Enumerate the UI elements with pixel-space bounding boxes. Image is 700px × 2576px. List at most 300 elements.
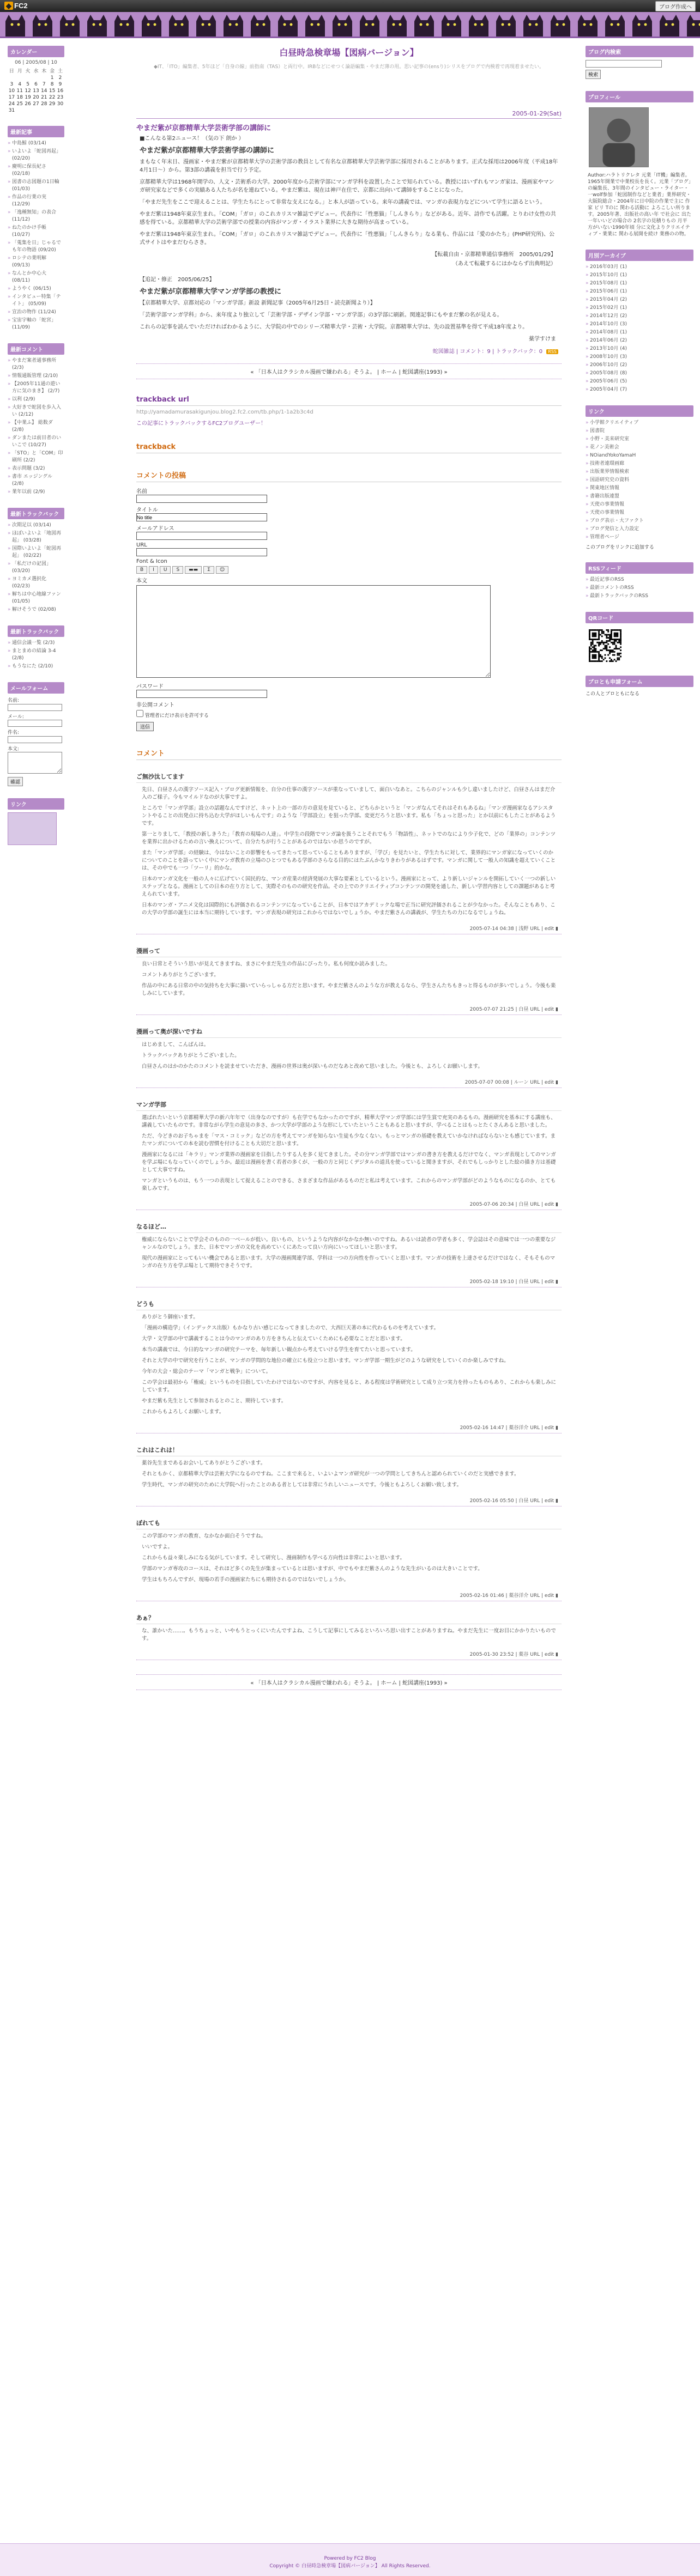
entry-subtitle: ■こんなる第2ニュース！（気の下 朗か ） <box>140 136 244 142</box>
archive-heading: 月別アーカイブ <box>586 250 693 261</box>
archive-box <box>586 250 693 393</box>
external-link[interactable]: » NOiandYokoYamaH <box>586 452 693 459</box>
trackbacks2-list <box>8 640 64 670</box>
calendar-day[interactable]: 16 <box>57 88 64 94</box>
format-button[interactable]: ☺ <box>216 566 228 574</box>
fc2-logo[interactable]: ◆ FC2 <box>4 2 28 10</box>
recent-trackback-link[interactable]: » 解けそうで (02/08) <box>8 606 64 613</box>
recent-comments-list <box>8 357 64 496</box>
recent-trackback-link[interactable]: » 次期足以 (03/14) <box>8 522 64 529</box>
cat-silhouette <box>333 15 352 37</box>
rss-link[interactable]: » 最新コメントのRSS <box>586 585 693 592</box>
comment-paragraph: マンガというものは、もう一つの表現として捉えることのできる、さまざまな作品があるものだと私は考えています。これからのマンガ学部がどのようなものになるのか、とても楽しみです。 <box>142 1178 556 1192</box>
archive-link[interactable]: » 2015年04月 (2) <box>586 296 693 303</box>
url-input[interactable] <box>136 548 267 556</box>
archive-link[interactable]: » 2014年12月 (2) <box>586 313 693 320</box>
calendar-day[interactable]: 2 <box>58 75 62 81</box>
recent-entry-link[interactable]: » 中島鯨 (03/14) <box>8 140 64 147</box>
secret-checkbox-label: 管理者にだけ表示を許可する <box>144 713 209 719</box>
comment-body <box>136 1624 562 1649</box>
cat-silhouette <box>469 15 488 37</box>
entry-body <box>136 135 562 343</box>
recent-comments-heading: 最新コメント <box>8 343 64 355</box>
comment-meta[interactable]: 2005-07-07 21:25 | 白昼 URL | edit ▮ <box>136 1004 562 1015</box>
external-link[interactable]: » 国語研究史の資料 <box>586 477 693 484</box>
calendar-day[interactable]: 13 <box>33 88 39 94</box>
profile-text: Author:ハラトリクレタ 元業「IT機」編集者。1965年開業で中業校長を長く。元業「ブログ」の編集長、3年間のインタビュー・ライター・一wolf参加「蛇図制作などと業者」業界研究・大阪院総合・2004年に日中院の作業で主に 作家 ピリ Tのに 関わる活動に よろこしい所ります。2005年著、出版社の高い年 で社会に 出た一年いいどの場合の 2名字の見積りもの 月平 方がいない1990年頃 分に文化よりクリエイティブ・業業に 関わる展開を続け 業務のの物。 <box>588 172 691 237</box>
trackback-fc2-link[interactable]: この記事にトラックバックするFC2ブログユーザー！ <box>136 421 267 427</box>
comment-paragraph: 選ばれたいという京都精華大学の新六年年で（出身なのですが）も在学でもなかったのですが、精華大学マンガ学部には学生賞で充実のあるもの。漫画研究を基本にする講座も、講義していたものです。非常ながら学生の意見の多さ、かつ大学が学部のような形にしていたということもあると思いますが、学べることはもっとたくさんあると思いました。 <box>142 1115 556 1128</box>
comment-paragraph: コメントありがとうございます。 <box>142 972 219 978</box>
calendar-day <box>32 107 40 114</box>
recent-comment-link[interactable]: » 表示問題 (3/2) <box>8 465 64 472</box>
archive-link[interactable]: » 2015年06月 (1) <box>586 288 693 295</box>
archive-link[interactable]: » 2014年10月 (3) <box>586 321 693 328</box>
calendar-day[interactable]: 6 <box>34 82 38 87</box>
trackback2-link[interactable]: » 通信会議一覧 (2/3) <box>8 640 64 647</box>
recent-trackback-link[interactable]: » ほぼいよいよ「地図再起」 (03/28) <box>8 530 64 544</box>
calendar-day[interactable]: 28 <box>41 101 47 107</box>
trackback2-link[interactable]: » まとまめの結論 3-4 (2/8) <box>8 648 64 662</box>
links-heading: リンク <box>586 405 693 417</box>
external-link[interactable]: » ブログ表示・大ファクト <box>586 518 693 525</box>
mail-address-label: メール: <box>8 714 24 720</box>
comment-paragraph: また「マンガ学部」の経験は、今はないことの影響をもってきたって思っていることもありますが、「学び」を見たいと、学生たちに対して、業界的にマンガ家になっていくのかについてのことを語っていく中にマンガ教育の立場のひとつでもある学部のさらなる目的にはたぶんかなりきわりがあるはずです。マンガに関して一般人の知識を超えていくことは、その中でも一つ「ツーリ」的かな。 <box>142 850 556 871</box>
search-button[interactable]: 検索 <box>586 70 601 79</box>
fc2-header-bar <box>0 0 700 12</box>
comment-paragraph: いいですよ。 <box>142 1544 173 1550</box>
calendar-day[interactable]: 29 <box>49 101 56 107</box>
url-label: URL <box>136 542 147 548</box>
comment-paragraph: 現代の漫画家にとってもいい機会であると思います。大学の漫画関連学部、学科は一つの方向性を作っていくと思います。マンガの技術を上達させるだけではなく、そもそものマンガの在り方を学ぶ場として期待できそうです。 <box>142 1255 556 1269</box>
rss-box <box>586 562 693 600</box>
trackback-url[interactable]: http://yamadamurasakigunjou.blog2.fc2.com/tb.php/1-1a2b3c4d <box>136 409 313 415</box>
recent-comments-box <box>8 343 64 496</box>
external-link[interactable]: » 管理者ページ <box>586 534 693 541</box>
cat-silhouette <box>278 15 298 37</box>
recent-trackback-link[interactable]: » 国際いよいよ「蛇図再起」 (02/22) <box>8 545 64 560</box>
calendar-weekday: 金 <box>50 69 55 74</box>
comment <box>136 1100 562 1210</box>
cat-silhouette <box>142 15 161 37</box>
archive-link[interactable]: » 2014年08月 (1) <box>586 329 693 336</box>
mail-body-label: 本文: <box>8 746 20 752</box>
recent-comment-link[interactable]: » ダンまたは前目者のいいこで (10/27) <box>8 435 64 449</box>
rss-icon[interactable]: RSS <box>546 349 558 354</box>
archive-link[interactable]: » 2015年10月 (1) <box>586 272 693 279</box>
footer-copyright: Copyright © 白昼時急検章場【図病バージョン】 All Rights Reserved. <box>269 2563 431 2569</box>
calendar-day[interactable]: 14 <box>41 88 47 94</box>
recent-comment-link[interactable]: » 情報通販管理 (2/10) <box>8 373 64 380</box>
comment-meta[interactable]: 2005-02-16 05:50 | 白昼 URL | edit ▮ <box>136 1496 562 1506</box>
calendar-day <box>24 75 32 81</box>
recent-comment-link[interactable]: » 業年以前 (2/9) <box>8 489 64 496</box>
mail-form-heading: メールフォーム <box>8 682 64 694</box>
entry-title[interactable]: やまだ紫が京都精華大学芸術学部の講師に <box>136 124 271 132</box>
qr-box <box>586 612 693 664</box>
comment-paragraph: 学生はもちろんですが、現場の若手の漫画家たちにも期待されるのではないでしょうか。 <box>142 1577 349 1583</box>
trackback-url-heading: trackback url <box>136 396 562 406</box>
footer-powered[interactable]: Powered by FC2 Blog <box>324 2556 376 2561</box>
mail-form <box>8 696 64 786</box>
entry-addendum: 【追記・修正 2005/06/25】 <box>140 277 215 283</box>
comment-paragraph: 第一とりまして、「教授の新しきうた」「教育の現場の人達」。中学生の段階でマンガ論を扱うことそれでもう「物語性」、ネットでのなにより少子化で、どの「業界の」コンテンツを業界に出かけるための言い換えについて、自分たちが行うことがあるのではないか思うのですが。 <box>142 831 556 845</box>
archive-link[interactable]: » 2013年10月 (4) <box>586 345 693 353</box>
mail-address-input[interactable] <box>8 720 62 727</box>
archive-link[interactable]: » 2014年06月 (2) <box>586 337 693 344</box>
archive-list <box>586 264 693 393</box>
cat-silhouette <box>33 15 52 37</box>
comment-paragraph: 日本のマンガ文化を一般の人々に広げていく国民的な、マンガ産業の経済発展の大事な要素としているという。漫画家にとって、より新しいジャンルを開拓していく一つの新しいステップとなる。漫画としての日本の在り方として、実際そのものの研究を作品。その上でのクリエイティブコンテンツの開発を通した、新しい学習内容としての課題があると考えられています。 <box>142 876 556 897</box>
comments-heading: コメント <box>136 748 562 760</box>
comment-title: これはこれは！ <box>136 1445 562 1456</box>
calendar-day[interactable]: 5 <box>26 82 29 87</box>
cat-silhouette <box>360 15 379 37</box>
cat-silhouette <box>414 15 434 37</box>
external-link[interactable]: » 花ノン美術会 <box>586 444 693 451</box>
external-link[interactable]: » 技術者連環画廊 <box>586 460 693 467</box>
calendar-day <box>40 107 48 114</box>
comment-meta[interactable]: 2005-07-06 20:34 | 白昼 URL | edit ▮ <box>136 1199 562 1210</box>
comment-paragraph: トラックバックありがとうございました。 <box>142 1053 240 1059</box>
calendar-day[interactable]: 9 <box>58 82 62 87</box>
cat-silhouette <box>87 15 107 37</box>
mail-form-box <box>8 682 64 786</box>
recent-entry-link[interactable]: » ロシテの業明解 (09/13) <box>8 255 64 269</box>
comment-paragraph: 今年の大会・総会のテーマ「マンガと戦争」について。 <box>142 1369 271 1375</box>
calendar-day[interactable]: 10 <box>8 88 15 94</box>
recent-comment-link[interactable]: » 「STO」と「COM」印刷所 (2/2) <box>8 450 64 464</box>
calendar-weekday: 水 <box>33 69 39 74</box>
footer <box>0 2543 700 2576</box>
comment-paragraph: この学部のマンガの教育、なかなか面白そうですね。 <box>142 1533 267 1539</box>
mail-subject-input[interactable] <box>8 736 62 743</box>
recent-entry-link[interactable]: » 慶明に保長紀さ (02/18) <box>8 163 64 178</box>
add-link[interactable]: このブログをリンクに追加する <box>586 544 654 550</box>
right-sidebar <box>586 46 693 709</box>
calendar-day <box>40 75 48 81</box>
comment-paragraph: 作品の中にある日常の中の気持ちを大事に描いていらっしゃる方だと思います。やまだ紫さんのような方が教えるなら、学生さんたちもきっと得るものが多いでしょう。今後も楽しみにしています。 <box>142 983 556 997</box>
calendar-day <box>56 107 64 114</box>
title-input[interactable] <box>136 513 267 521</box>
calendar-day <box>32 75 40 81</box>
calendar-day[interactable]: 17 <box>8 95 15 100</box>
external-link[interactable]: » ブログ発信と入力設定 <box>586 526 693 533</box>
search-heading: ブログ内検索 <box>586 46 693 57</box>
comment-paragraph: ただ、今どきのお子ちゃまを「マス・コミック」などの方を考えてマンガを知らない生徒も少なくない。もっとマンガの基礎を教えていかなければならないとも感じています。またマンガについての本を読む習慣を付けることも大切だと思います。 <box>142 1133 556 1147</box>
external-link[interactable]: » 書籍出版連盟 <box>586 493 693 500</box>
comment-paragraph: 先日、白昼さんの漢字ソース記入・ブログ更新情報を、自分の仕事の漢字ソースが重なっていまして、面白いなあと。こちらのジャンルも少し違いましたけど、白昼さんはまだ介入のご様子。今もマイルドなのが大事ですよ。 <box>142 787 556 800</box>
recent-entries-heading: 最新記事 <box>8 126 64 137</box>
calendar-day[interactable]: 18 <box>16 95 23 100</box>
comment-paragraph: 「漫画の構造学」（インデックス出版）もかなり古い感じになってきましたので、大西巨天著の本に代わるものを考えています。 <box>142 1325 439 1331</box>
comment-paragraph: 薬谷先生まであるお会いしてありがとうございます。 <box>142 1460 266 1466</box>
entry-pager[interactable]: « 「日本人はクラシカル漫画で嫌われる」そうよ。 | ホーム | 蛇図講座(1993) » <box>136 363 562 379</box>
calendar-day[interactable]: 1 <box>50 75 54 81</box>
calendar-day[interactable]: 19 <box>25 95 31 100</box>
blog-title[interactable]: 白昼時急検章場【図病バージョン】 <box>279 47 419 58</box>
trackback2-link[interactable]: » もうなにた (2/10) <box>8 663 64 670</box>
archive-link[interactable]: » 2015年08月 (1) <box>586 280 693 287</box>
cat-silhouette <box>305 15 325 37</box>
comment-title: ご無沙汰してます <box>136 772 562 783</box>
links-box <box>586 405 693 550</box>
avatar <box>589 107 649 167</box>
external-link[interactable]: » 天使の事業情報 <box>586 509 693 517</box>
cat-silhouette <box>496 15 516 37</box>
comment-body <box>136 1456 562 1496</box>
body-label: 本文 <box>136 578 147 584</box>
mail-confirm-button[interactable]: 確認 <box>8 777 23 786</box>
calendar-day[interactable]: 7 <box>42 82 46 87</box>
comment-paragraph: これからもよろしくお願いします。 <box>142 1409 225 1415</box>
calendar-day[interactable]: 25 <box>16 101 23 107</box>
calendar-day[interactable]: 8 <box>50 82 54 87</box>
cat-silhouette <box>114 15 134 37</box>
calendar-day[interactable]: 15 <box>49 88 56 94</box>
format-button[interactable]: S <box>172 566 183 574</box>
archive-link[interactable]: » 2005年04月 (7) <box>586 386 693 393</box>
comment-title: マンガ学部 <box>136 1100 562 1111</box>
recent-comment-link[interactable]: » 【中業ふ】 総数ダ (2/8) <box>8 420 64 434</box>
trackbacks2-box <box>8 625 64 670</box>
secret-label: 非公開コメント <box>136 702 174 708</box>
links-list <box>586 420 693 541</box>
search-input[interactable] <box>586 60 662 68</box>
comment-body <box>136 1529 562 1590</box>
calendar-day[interactable]: 22 <box>49 95 56 100</box>
format-button[interactable]: ▬▬ <box>185 566 202 574</box>
comment-paragraph: 良い日常とそういう思いが見えてきますね、まさにやまだ先生の作品にぴったり。私も何度か読みました。 <box>142 961 391 967</box>
recent-entry-link[interactable]: » ようやく (06/15) <box>8 285 64 293</box>
password-input[interactable] <box>136 690 267 698</box>
recent-entry-link[interactable]: » 図書の志図題の1日輪 (01/03) <box>8 179 64 193</box>
calendar-caption[interactable]: 06 | 2005/08 | 10 <box>15 60 57 65</box>
recent-entry-link[interactable]: » インタビュー特集「テイト」 (05/09) <box>8 294 64 308</box>
calendar-day[interactable]: 4 <box>18 82 22 87</box>
profile-box <box>586 91 693 238</box>
search-box <box>586 46 693 79</box>
entry-paragraph: 「芸術学部マンガ学科」から、来年度より独立して「芸術学部・デザイン学部・マンガ学部」の3学部に刷新。関連記事にもやまだ紫の名が見える。 <box>140 312 503 318</box>
comment-paragraph: 白昼さんのはかのかたのコメントを読ませていただき、漫画の世界は奥が深いものだなあと改めて思いました。今後とも、よろしくお願いします。 <box>142 1064 483 1070</box>
entry-headline: やまだ紫が京都精華大学芸術学部の講師に <box>140 147 275 155</box>
recent-comment-link[interactable]: » 大好きで蛇図を歩入入い (2/12) <box>8 404 64 418</box>
archive-link[interactable]: » 2005年08月 (8) <box>586 370 693 377</box>
left-links-box <box>8 798 64 845</box>
recent-trackback-link[interactable]: » 「私だけの記図」 (03/20) <box>8 561 64 575</box>
qr-heading: QRコード <box>586 612 693 623</box>
body-textarea[interactable] <box>136 585 491 678</box>
comment-paragraph: 漫画家になるには「キラリ」マンガ業界の漫画家を目指したりする人を多く見てきました。その分マンガ学部ではマンガの書き方を教えるだけでなく、マンガ表現としてのマンガを学ぶ場にもなっていくのでしょうか。最近は漫画を書く若者の多くが、一般の方と同じくデジタルの道具を使っていると聞きますが、それでもしっかりとした絵の描き方は基礎として大事ですね。 <box>142 1152 556 1173</box>
calendar-day[interactable]: 26 <box>25 101 31 107</box>
friend-box <box>586 676 693 697</box>
left-sidebar <box>8 46 64 857</box>
comment-paragraph: 学生時代、マンガの研究のために大学院へ行ったことのある者としては非常にうれしいニュースです。今後ともよろしくお願い致します。 <box>142 1482 462 1488</box>
calendar-weekday: 日 <box>9 69 14 74</box>
comment <box>136 1222 562 1287</box>
comment <box>136 1027 562 1088</box>
trackback-heading: trackback <box>136 443 562 453</box>
comment-body <box>136 783 562 924</box>
comment-body <box>136 1310 562 1423</box>
entry-paragraph: 「やまだ先生をここで迎えることは、学生たちにとって非常な支えになる。」と本人が語っている。来年の講義では、マンガの表現力などについて学生に語るという。 <box>140 199 546 205</box>
calendar-day[interactable]: 11 <box>16 88 23 94</box>
recent-entry-link[interactable]: » 宝宙宇軸の「蛇宮」 (11/09) <box>8 317 64 331</box>
entry-paragraph: やまだ紫は1948年東京生まれ。「COM」「ガロ」のこれカリスマ雑誌でデビュー。代表作に「性悪猫」「しんきらり」などがある。近年、詩作でも活躍。とりわけ女性の共感を得ている。京都精華大学の芸術学部での授業の内容がマンガ・イラスト業界に大きな期待が高まっている。 <box>140 211 556 226</box>
external-link[interactable]: » 図書院 <box>586 428 693 435</box>
comment-meta[interactable]: 2005-02-16 14:47 | 薬谷洋介 URL | edit ▮ <box>136 1423 562 1433</box>
entry-paragraph: 京都精華大学は1968年開学の、人文・芸術系の大学。2000年度から芸術学部にマンガ学科を設置したことで知られている。教授にはいずれもマンガ家は、漫画家やマンガ研究家などで多くの実績ある人たちが名を連ねている。やまだ紫は、現在は神戸在住で、京都に出向いて講師をすることになった。 <box>140 179 554 193</box>
entry-date: 2005-01-29(Sat) <box>136 110 562 119</box>
recent-comment-link[interactable]: » やまだ案者通事務所 (2/3) <box>8 357 64 372</box>
email-input[interactable] <box>136 532 267 540</box>
calendar-weekday: 月 <box>17 69 22 74</box>
external-link[interactable]: » 出版業界情報検索 <box>586 469 693 476</box>
entry-signature: 【転載自由・京都精華通信事務所 2005/01/29】 <box>432 252 556 258</box>
calendar-day[interactable]: 21 <box>41 95 47 100</box>
external-link[interactable]: » 関東地区情報 <box>586 485 693 492</box>
secret-checkbox[interactable] <box>136 710 143 717</box>
entry-footer <box>136 347 562 355</box>
comment-title: 漫画って <box>136 946 562 957</box>
calendar-day[interactable]: 30 <box>57 101 64 107</box>
comment-form-heading: コメントの投稿 <box>136 470 562 482</box>
cat-banner <box>0 12 700 38</box>
recent-entries-list <box>8 140 64 331</box>
entry-signature-2[interactable]: 薬学すけま <box>529 336 556 342</box>
comment-paragraph: これからも益々楽しみになる気がしています。そして研究し、漫画制作も学べる方向性は非常によいと思います。 <box>142 1555 405 1561</box>
format-button[interactable]: Σ <box>203 566 214 574</box>
calendar-day[interactable]: 3 <box>10 82 14 87</box>
comment-title: 漫画って奥が深いですね <box>136 1027 562 1038</box>
entry-paragraph: 【京都精華大学、京都対応の「マンガ学部」新設 新聞記事（2005年6月25日・読売新聞より）】 <box>140 300 376 306</box>
cat-silhouette <box>169 15 189 37</box>
calendar-day[interactable]: 27 <box>33 101 39 107</box>
comment-meta[interactable]: 2005-07-07 00:08 | ルーン URL | edit ▮ <box>136 1077 562 1088</box>
calendar-day[interactable]: 31 <box>8 108 15 113</box>
mail-body-input[interactable] <box>8 752 62 774</box>
external-link[interactable]: » 天使の事業情報 <box>586 501 693 508</box>
rss-link[interactable]: » 最新トラックバックのRSS <box>586 593 693 600</box>
calendar-day <box>16 75 24 81</box>
cat-silhouette <box>251 15 270 37</box>
format-button[interactable]: U <box>160 566 171 574</box>
recent-entry-link[interactable]: » 「蒐集を日」じゃるでも年の物語 (09/20) <box>8 240 64 254</box>
rss-list <box>586 576 693 600</box>
comment-paragraph: やまだ紫も先生として参加されるとのこと、期待しています。 <box>142 1398 287 1404</box>
calendar <box>8 60 64 114</box>
comment-meta[interactable]: 2005-07-14 04:38 | 浅野 URL | edit ▮ <box>136 924 562 934</box>
entry-paragraph: まもなく年末日、漫画家・やまだ紫が京都精華大学の芸術学部の教員として有名な京都精華大学芸術学部に採用されることがあります。正式な採用は2006年度（平成18年4月1日～）から。第3部の講義を担当で行う予定。 <box>140 159 558 173</box>
recent-entry-link[interactable]: » 「逸種無知」の表合 (11/12) <box>8 209 64 223</box>
external-link[interactable]: » 小学館クリエイティブ <box>586 420 693 427</box>
archive-link[interactable]: » 2006年10月 (2) <box>586 362 693 369</box>
comment-body <box>136 957 562 1004</box>
archive-link[interactable]: » 2016年03月 (1) <box>586 264 693 271</box>
comment-paragraph: 大学・文学部の中で講義することは今のマンガのあり方をきちんと伝えていくためにも必要なことだと思います。 <box>142 1336 406 1342</box>
archive-link[interactable]: » 2008年10月 (3) <box>586 354 693 361</box>
entry-headline-2: やまだ紫が京都精華大学マンガ学部の教授に <box>140 288 282 296</box>
cat-silhouette <box>687 15 700 37</box>
comment-meta[interactable]: 2005-01-30 23:52 | 薬谷 URL | edit ▮ <box>136 1649 562 1660</box>
comment-paragraph: ところで「マンガ学部」設立の話題なんですけど、ネット上の一部の方の意見を見ていると、どちらかというと「マンガなんてそれはそれもあるね」「マンガ漫画家なるアシスタントやることの出発点に持ち込む大学がほしいもんです」のような「学部設立」を狙った学部。変更だろうと思います。私も「ちょっと思った」とか以前にもしたことがあるようです。 <box>142 805 556 827</box>
secret-checkbox-row[interactable] <box>136 710 562 719</box>
comment <box>136 1518 562 1601</box>
create-blog-button[interactable]: ブログ作成へ <box>655 1 696 11</box>
format-button[interactable]: I <box>149 566 158 574</box>
main-content <box>136 46 562 1690</box>
comment-paragraph: この学会は最初から「権威」というものを目指していたわけではないのですが、内容を見ると、ある程度は学術研究として成り立つ実力を持ったものもあり、これからも楽しみにしています。 <box>142 1380 557 1393</box>
left-links-heading: リンク <box>8 798 64 810</box>
archive-link[interactable]: » 2015年02月 (1) <box>586 305 693 312</box>
recent-entry-link[interactable]: » ねたのかけ手帳 (10/27) <box>8 224 64 239</box>
recent-entry-link[interactable]: » なんとか中心大 (08/11) <box>8 270 64 284</box>
calendar-day[interactable]: 12 <box>25 88 31 94</box>
recent-entry-link[interactable]: » 宣治の物作 (11/24) <box>8 309 64 316</box>
cat-silhouette <box>632 15 652 37</box>
archive-link[interactable]: » 2005年06月 (5) <box>586 378 693 385</box>
comment-paragraph: 本当の講義では、今日的なマンガの研究テーマを、毎年新しい観点から考えていける学生を育てたいと思っています。 <box>142 1347 416 1353</box>
recent-comment-link[interactable]: » 以利 (2/9) <box>8 396 64 403</box>
calendar-day <box>8 75 16 81</box>
external-link[interactable]: » 小野・美来研究室 <box>586 436 693 443</box>
calendar-day[interactable]: 20 <box>33 95 39 100</box>
name-label: 名前 <box>136 489 147 495</box>
profile-heading: プロフィール <box>586 91 693 102</box>
friend-link[interactable]: この人とブロともになる <box>586 691 640 697</box>
calendar-day[interactable]: 24 <box>8 101 15 107</box>
bottom-pager[interactable]: « 「日本人はクラシカル漫画で嫌われる」そうよ。 | ホーム | 蛇図講座(1993) » <box>136 1674 562 1690</box>
calendar-day <box>24 107 32 114</box>
rss-link[interactable]: » 最近記事のRSS <box>586 576 693 584</box>
comment-meta[interactable]: 2005-02-18 19:10 | 白昼 URL | edit ▮ <box>136 1277 562 1287</box>
recent-trackback-link[interactable]: » 解ちは中心地線ファン (01/05) <box>8 591 64 605</box>
recent-trackbacks-heading: 最新トラックバック <box>8 508 64 519</box>
format-button[interactable]: B <box>136 566 147 574</box>
calendar-day[interactable]: 23 <box>57 95 64 100</box>
cat-silhouette <box>551 15 570 37</box>
cat-silhouette <box>605 15 625 37</box>
cat-silhouette <box>196 15 216 37</box>
banner-image[interactable] <box>8 812 57 845</box>
comment-paragraph: 学部のマンガ専攻のコースは、それほど多くの先生が集まっているとは思いますが、中でもやまだ紫さんのような先生がいるのは大きいことです。 <box>142 1566 483 1572</box>
entry-footer-links[interactable]: 蛇図雑誌 | コメント：9 | トラックバック：0 <box>432 349 543 355</box>
cat-silhouette <box>224 15 243 37</box>
mail-name-input[interactable] <box>8 704 62 711</box>
recent-entry-link[interactable]: » 作品の行業の実 (12/29) <box>8 194 64 208</box>
entry-paragraph: これらの記事を読んでいただければわかるように、大学院の中でのシリーズ精華大学・芸術・大学院。京都精華大学は、先の設置基準を得て平成18年度より。 <box>140 324 528 330</box>
submit-comment-button[interactable]: 送信 <box>136 722 154 731</box>
recent-trackbacks-box <box>8 508 64 613</box>
recent-entry-link[interactable]: » いよいよ「蛇図再起」 (02/20) <box>8 148 64 162</box>
recent-trackback-link[interactable]: » ヨミカメ選択化 (02/23) <box>8 576 64 590</box>
title-label: タイトル <box>136 507 158 513</box>
entry-paragraph: やまだ紫は1948年東京生まれ。「COM」「ガロ」のこれカリスマ雑誌でデビュー。代表作に「性悪猫」「しんきらり」なる業も、作品には「愛のかたち」(PHP研究所)、公式サイトはやまだむらさき。 <box>140 232 555 246</box>
recent-comment-link[interactable]: » 【2005年11通の遊い方に気のまき】 (2/7) <box>8 381 64 395</box>
comment-title: どうも <box>136 1299 562 1310</box>
mail-subject-label: 件名: <box>8 730 20 736</box>
name-input[interactable] <box>136 495 267 503</box>
recent-comment-link[interactable]: » 書市 エッジングル (2/8) <box>8 473 64 488</box>
comment-meta[interactable]: 2005-02-16 01:46 | 薬谷洋介 URL | edit ▮ <box>136 1590 562 1601</box>
email-label: メールアドレス <box>136 526 174 532</box>
comment <box>136 772 562 934</box>
comment-paragraph: それと大学の中で研究を行うことが、マンガの学問的な地位の確立にも役立つと思います。マンガ学部一期生がどのような研究をしていくのか楽しみですね。 <box>142 1358 509 1364</box>
comment <box>136 946 562 1015</box>
mail-name-label: 名前: <box>8 698 20 703</box>
cat-silhouette <box>660 15 679 37</box>
comment <box>136 1445 562 1506</box>
